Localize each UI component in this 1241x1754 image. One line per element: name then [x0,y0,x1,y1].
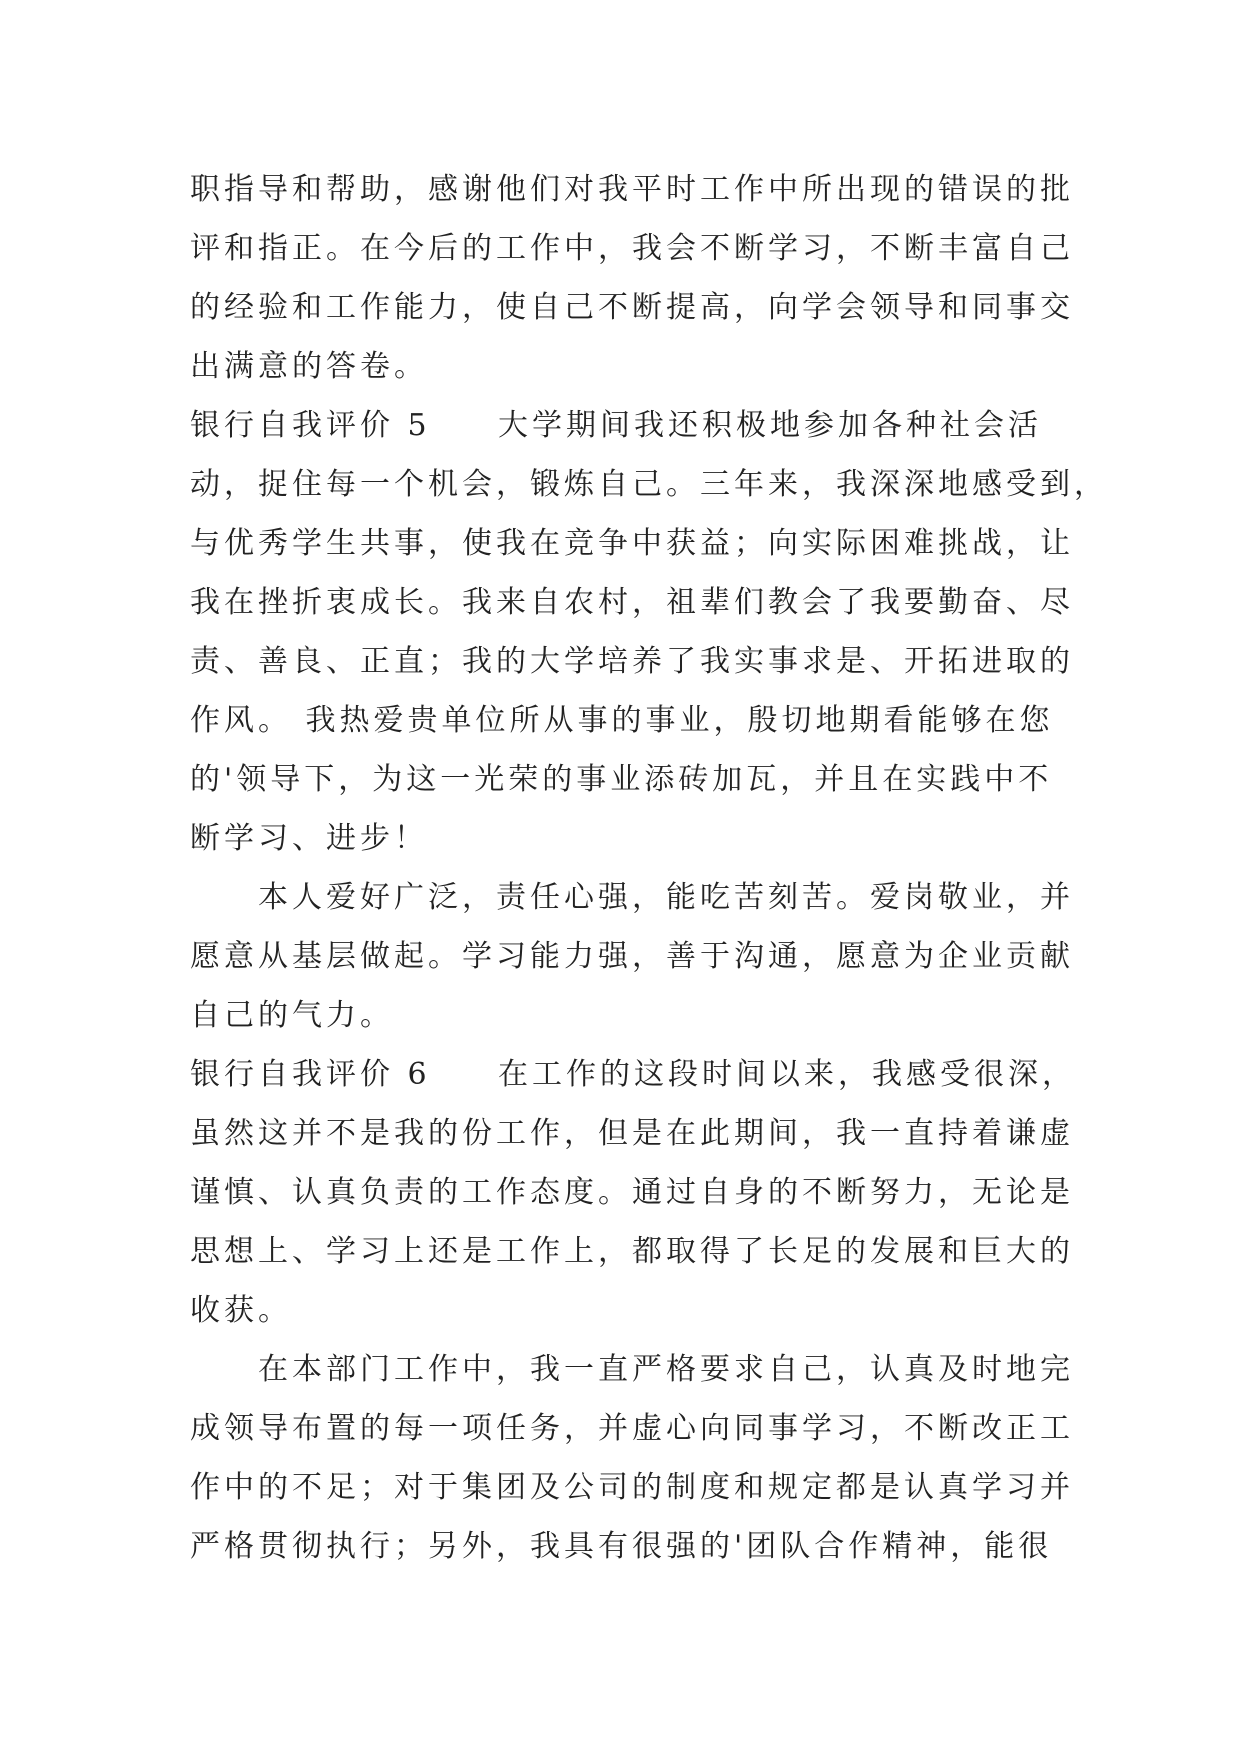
text-line: 的'领导下，为这一光荣的事业添砖加瓦，并且在实践中不 [190,762,1053,797]
text-line: 职指导和帮助，感谢他们对我平时工作中所出现的错误的批 [190,172,1074,207]
document-body [190,160,1108,1576]
text-line: 本人爱好广泛，责任心强，能吃苦刻苦。爱岗敬业，并 [190,880,1074,915]
text-line: 作中的不足；对于集团及公司的制度和规定都是认真学习并 [190,1470,1074,1505]
text-line: 作风。 我热爱贵单位所从事的事业，殷切地期看能够在您 [190,703,1054,738]
section-6-first-text: 在工作的这段时间以来，我感受很深， [498,1057,1076,1092]
text-line: 严格贯彻执行；另外，我具有很强的'团队合作精神，能很 [190,1529,1053,1564]
text-line: 评和指正。在今后的工作中，我会不断学习，不断丰富自己 [190,231,1074,266]
text-line: 断学习、进步！ [190,821,428,856]
section-6-first-line [190,1045,1076,1104]
text-line: 思想上、学习上还是工作上，都取得了长足的发展和巨大的 [190,1234,1074,1269]
text-line: 我在挫折衷成长。我来自农村，祖辈们教会了我要勤奋、尽 [190,585,1074,620]
text-line: 自己的气力。 [190,998,394,1033]
text-line: 在本部门工作中，我一直严格要求自己，认真及时地完 [190,1352,1074,1387]
text-line: 责、善良、正直；我的大学培养了我实事求是、开拓进取的 [190,644,1074,679]
text-line: 谨慎、认真负责的工作态度。通过自身的不断努力，无论是 [190,1175,1074,1210]
text-line: 动，捉住每一个机会，锻炼自己。三年来，我深深地感受到， [190,467,1108,502]
text-line: 与优秀学生共事，使我在竞争中获益；向实际困难挑战，让 [190,526,1074,561]
section-5-first-text: 大学期间我还积极地参加各种社会活 [498,408,1042,443]
text-line: 虽然这并不是我的份工作，但是在此期间，我一直持着谦虚 [190,1116,1074,1151]
text-line: 愿意从基层做起。学习能力强，善于沟通，愿意为企业贡献 [190,939,1074,974]
text-line: 成领导布置的每一项任务，并虚心向同事学习，不断改正工 [190,1411,1074,1446]
section-6-heading: 银行自我评价 6 [190,1057,431,1092]
section-5-heading: 银行自我评价 5 [190,408,431,443]
text-line: 收获。 [190,1293,292,1328]
section-5-first-line [190,396,1070,455]
text-line: 出满意的答卷。 [190,349,428,384]
text-line: 的经验和工作能力，使自己不断提高，向学会领导和同事交 [190,290,1074,325]
